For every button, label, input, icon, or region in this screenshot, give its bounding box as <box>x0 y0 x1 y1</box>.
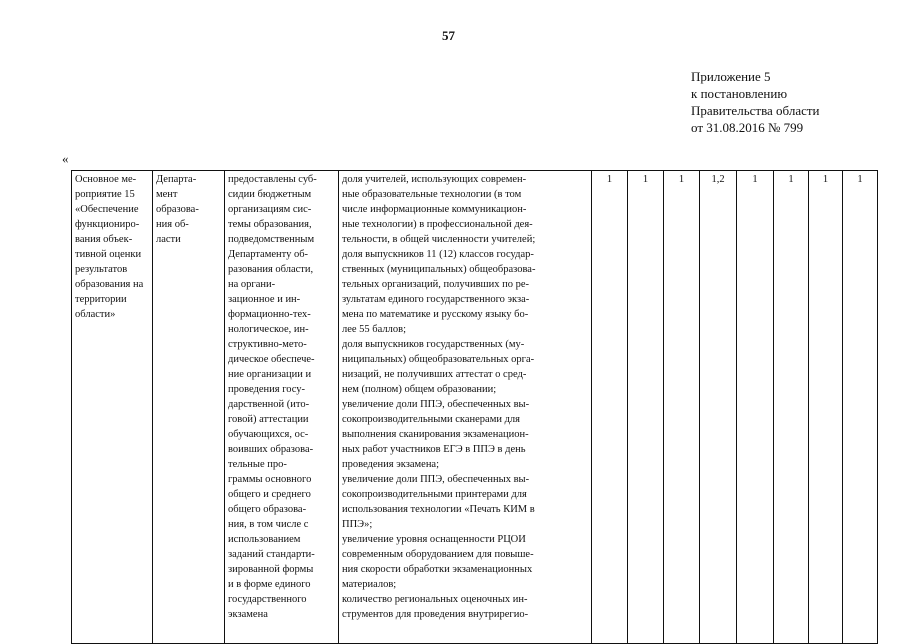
cell-line: тельные про- <box>228 459 287 470</box>
value-cell: 1,2 <box>700 171 737 644</box>
cell-line: результатов <box>75 264 128 275</box>
cell-line: государственного <box>228 594 307 605</box>
cell-line: тельных организаций, получивших по ре- <box>342 279 530 290</box>
open-quote: « <box>62 151 69 166</box>
cell-line: говой) аттестации <box>228 414 309 425</box>
cell-line: низаций, не получивших аттестат о сред- <box>342 369 527 380</box>
cell-line: зированной формы <box>228 564 314 575</box>
cell-line: формационно-тех- <box>228 309 311 320</box>
annex-line: от 31.08.2016 № 799 <box>691 120 804 135</box>
cell-line: ние организации и <box>228 369 312 380</box>
cell-line: Основное ме- <box>75 174 137 185</box>
cell-line: темы образования, <box>228 219 312 230</box>
cell-line: увеличение уровня оснащенности РЦОИ <box>342 534 526 545</box>
value-cell: 1 <box>592 171 628 644</box>
cell-line: проведения госу- <box>228 384 306 395</box>
table-row <box>72 171 878 644</box>
annex-header <box>691 68 820 136</box>
cell-line: образова- <box>156 204 199 215</box>
cell-line: увеличение доли ППЭ, обеспеченных вы- <box>342 399 530 410</box>
cell-line: области» <box>75 309 116 320</box>
cell-line: «Обеспечение <box>75 204 139 215</box>
cell-line: территории <box>75 294 127 305</box>
annex-line: Приложение 5 <box>691 69 771 84</box>
executor-cell <box>153 171 225 644</box>
cell-line: общего и среднего <box>228 489 311 500</box>
cell-line: предоставлены суб- <box>228 174 317 185</box>
cell-line: структивно-мето- <box>228 339 307 350</box>
cell-line: ППЭ»; <box>342 519 373 530</box>
cell-line: доля выпускников 11 (12) классов государ- <box>342 249 534 260</box>
cell-line: выполнения сканирования экзаменацион- <box>342 429 529 440</box>
cell-line: числе информационные коммуникацион- <box>342 204 527 215</box>
value-cell: 1 <box>843 171 878 644</box>
cell-line: вания объек- <box>75 234 133 245</box>
measures-table <box>71 170 878 644</box>
cell-line: ственных (муниципальных) общеобразова- <box>342 264 536 275</box>
cell-line: дическое обеспече- <box>228 354 315 365</box>
cell-line: тельности, в общей численности учителей; <box>342 234 536 245</box>
cell-line: ласти <box>156 234 181 245</box>
cell-line: разования области, <box>228 264 314 275</box>
cell-line: тивной оценки <box>75 249 142 260</box>
cell-line: ных работ участников ЕГЭ в ППЭ в день <box>342 444 526 455</box>
cell-line: Департа- <box>156 174 197 185</box>
cell-line: материалов; <box>342 579 397 590</box>
cell-line: общего образова- <box>228 504 307 515</box>
cell-line: использованием <box>228 534 301 545</box>
cell-line: обучающихся, ос- <box>228 429 309 440</box>
cell-line: ния скорости обработки экзаменационных <box>342 564 533 575</box>
value-cell: 1 <box>774 171 809 644</box>
cell-line: заданий стандарти- <box>228 549 315 560</box>
value-cell: 1 <box>664 171 700 644</box>
cell-line: сидии бюджетным <box>228 189 312 200</box>
cell-line: мена по математике и русскому языку бо- <box>342 309 529 320</box>
cell-line: увеличение доли ППЭ, обеспеченных вы- <box>342 474 530 485</box>
cell-line: зультатам единого государственного экза- <box>342 294 530 305</box>
cell-line: лее 55 баллов; <box>342 324 407 335</box>
cell-line: дарственной (ито- <box>228 399 310 410</box>
cell-line: ные образовательные технологии (в том <box>342 189 522 200</box>
cell-line: использования технологии «Печать КИМ в <box>342 504 535 515</box>
page-number: 57 <box>442 28 455 43</box>
cell-line: ния об- <box>156 219 189 230</box>
value-cell: 1 <box>737 171 774 644</box>
cell-line: мент <box>156 189 178 200</box>
cell-line: доля учителей, использующих современ- <box>342 174 527 185</box>
cell-line: и в форме единого <box>228 579 311 590</box>
cell-line: функциониро- <box>75 219 140 230</box>
cell-line: Департаменту об- <box>228 249 309 260</box>
cell-line: экзамена <box>228 609 268 620</box>
cell-line: сокопроизводительными сканерами для <box>342 414 521 425</box>
cell-line: граммы основного <box>228 474 312 485</box>
cell-line: воивших образова- <box>228 444 314 455</box>
value-cell: 1 <box>628 171 664 644</box>
annex-line: Правительства области <box>691 103 820 118</box>
cell-line: сокопроизводительными принтерами для <box>342 489 527 500</box>
measure-cell <box>72 171 153 644</box>
cell-line: проведения экзамена; <box>342 459 440 470</box>
cell-line: ные технологии) в профессиональной дея- <box>342 219 533 230</box>
cell-line: нологическое, ин- <box>228 324 309 335</box>
cell-line: количество региональных оценочных ин- <box>342 594 528 605</box>
result-cell <box>225 171 339 644</box>
value-cell: 1 <box>809 171 843 644</box>
indicator-cell <box>339 171 592 644</box>
cell-line: подведомственным <box>228 234 315 245</box>
cell-line: доля выпускников государственных (му- <box>342 339 525 350</box>
cell-line: современным оборудованием для повыше- <box>342 549 534 560</box>
cell-line: нем (полном) общем образовании; <box>342 384 497 395</box>
cell-line: струментов для проведения внутрирегио- <box>342 609 529 620</box>
cell-line: ниципальных) общеобразовательных орга- <box>342 354 535 365</box>
cell-line: организациям сис- <box>228 204 312 215</box>
cell-line: на органи- <box>228 279 276 290</box>
cell-line: ния, в том числе с <box>228 519 309 530</box>
cell-line: зационное и ин- <box>228 294 301 305</box>
cell-line: образования на <box>75 279 144 290</box>
annex-line: к постановлению <box>691 86 788 101</box>
cell-line: роприятие 15 <box>75 189 135 200</box>
